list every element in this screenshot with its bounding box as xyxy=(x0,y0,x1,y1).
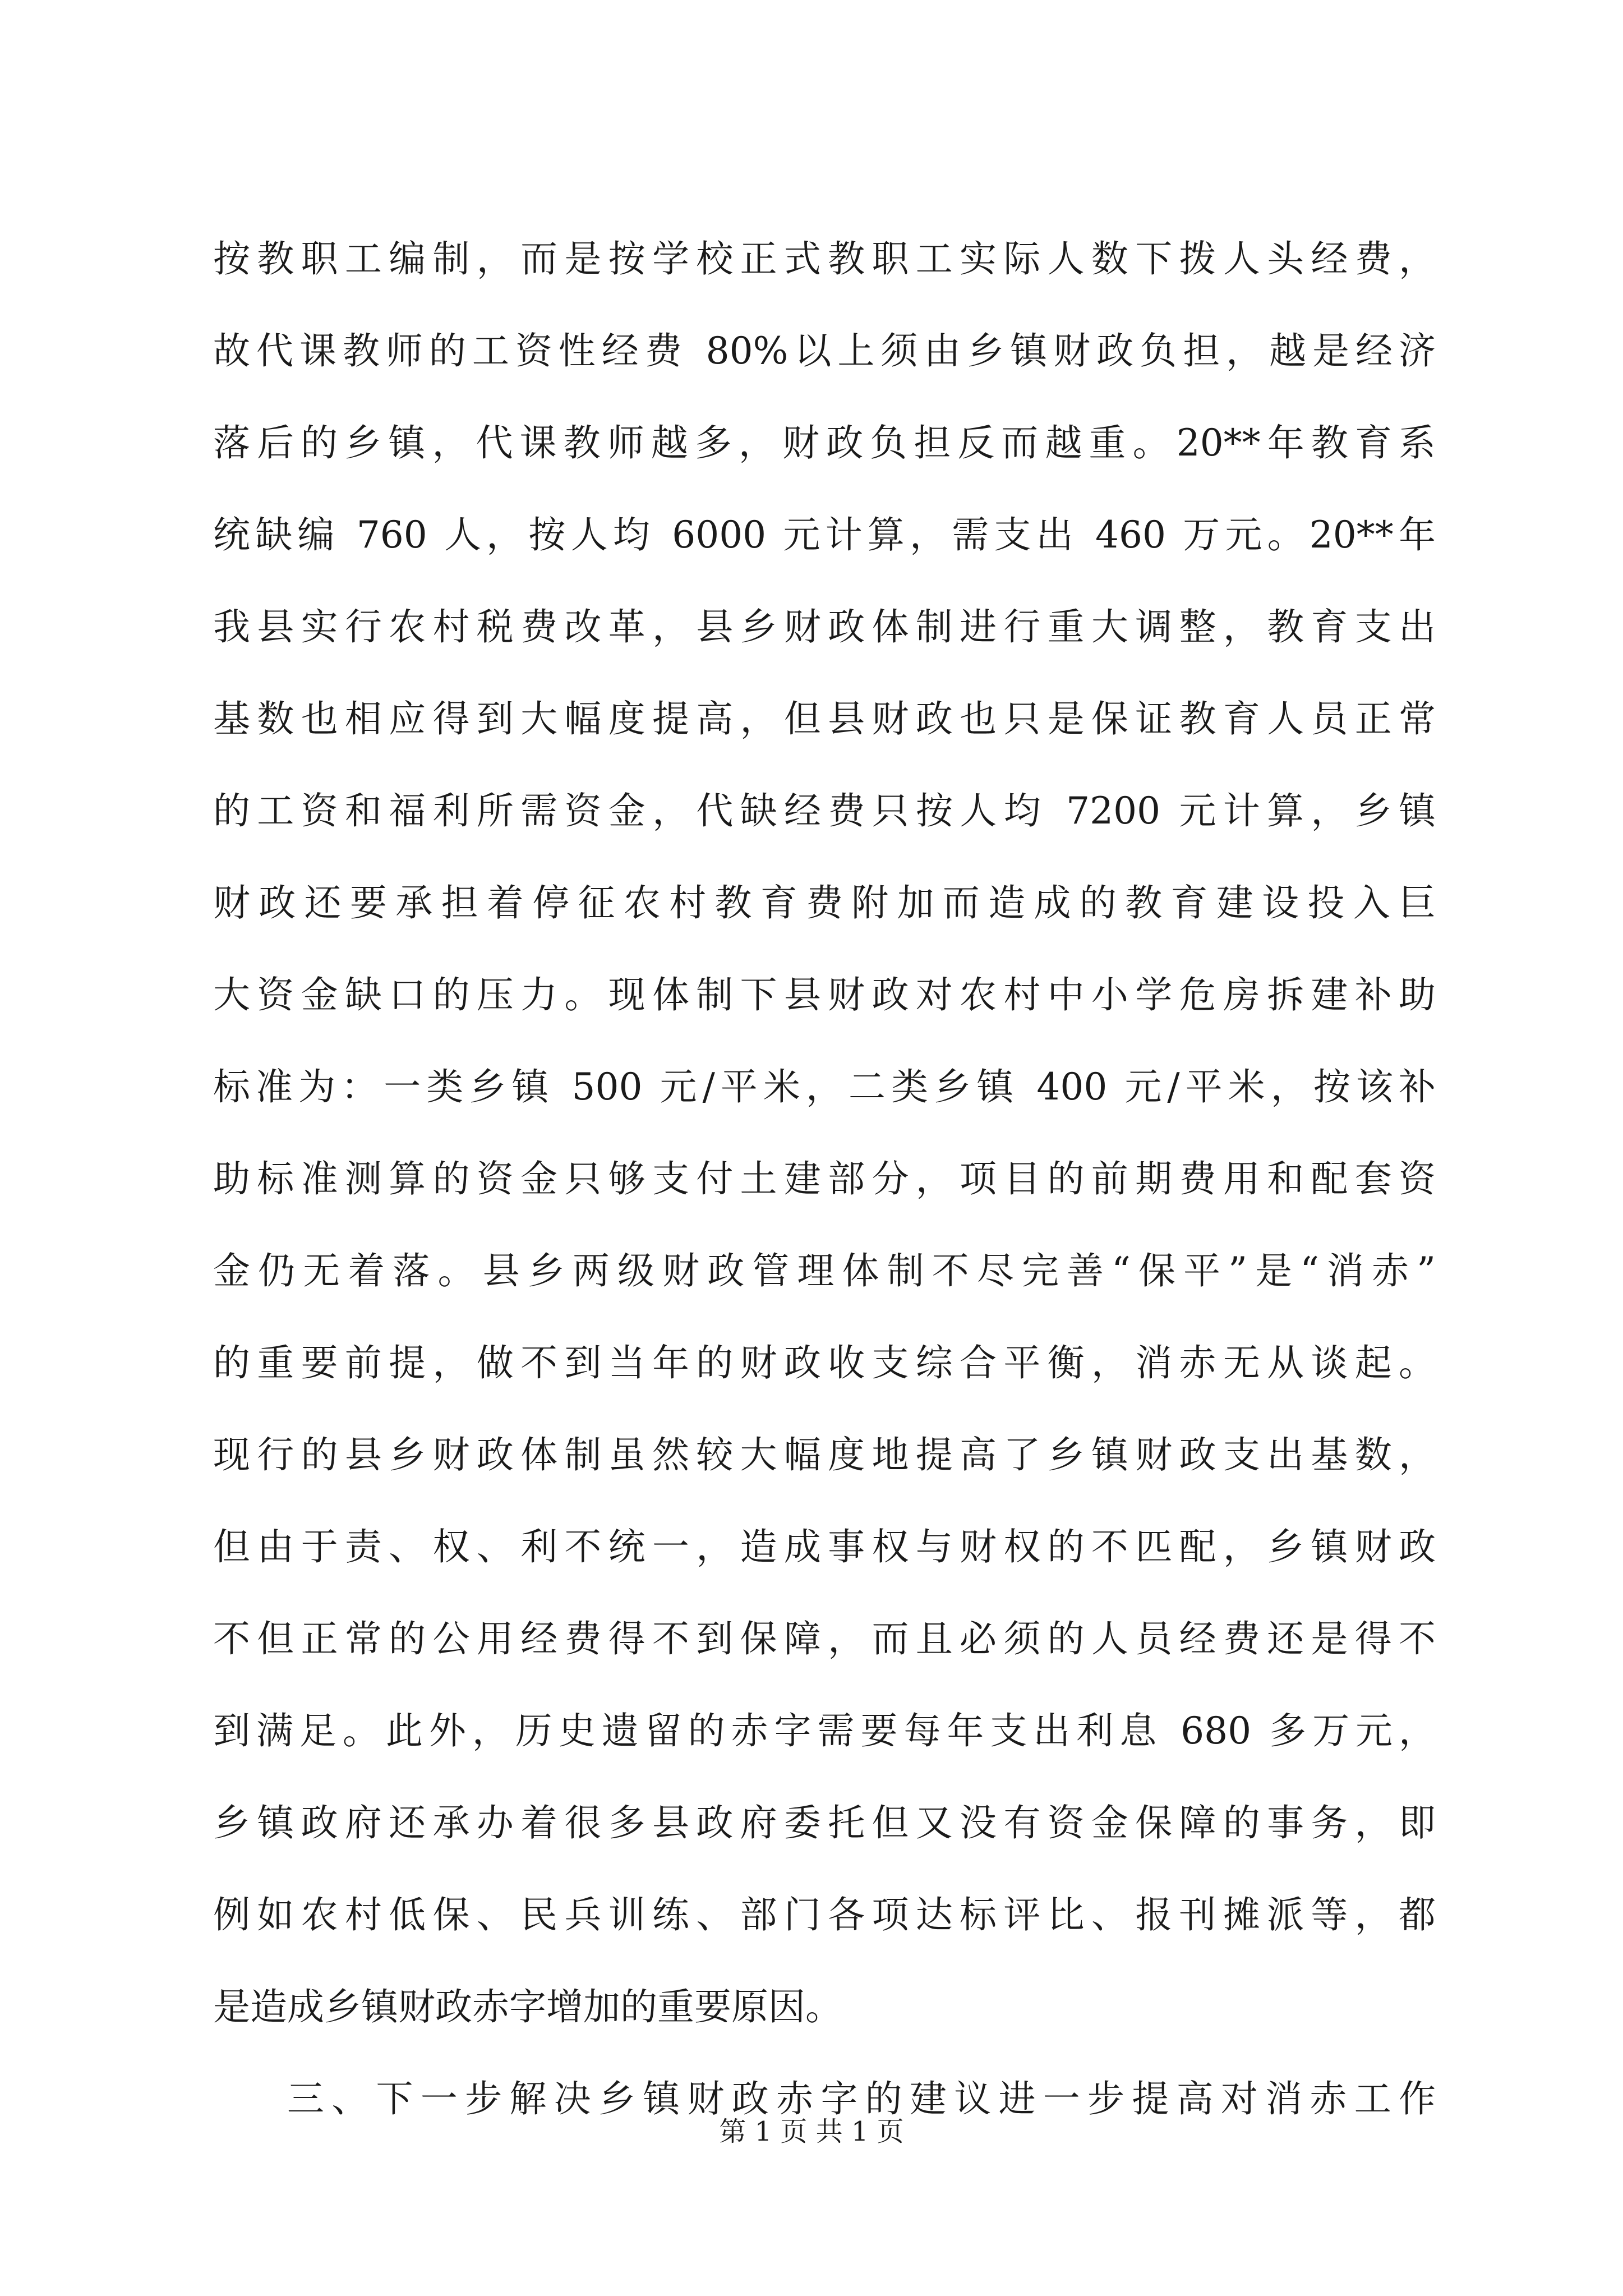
text-line: 金仍无着落。县乡两级财政管理体制不尽完善“保平”是“消赤” xyxy=(213,1249,1436,1292)
text-line: 是造成乡镇财政赤字增加的重要原因。 xyxy=(213,1985,842,2028)
text-line: 我县实行农村税费改革，县乡财政体制进行重大调整，教育支出 xyxy=(213,605,1436,648)
text-line: 统缺编 760 人，按人均 6000 元计算，需支出 460 万元。20**年 xyxy=(213,513,1436,556)
text-line: 的重要前提，做不到当年的财政收支综合平衡，消赤无从谈起。 xyxy=(213,1341,1436,1384)
section-heading-line: 三、下一步解决乡镇财政赤字的建议进一步提高对消赤工作 xyxy=(287,2077,1436,2120)
text-line: 乡镇政府还承办着很多县政府委托但又没有资金保障的事务，即 xyxy=(213,1801,1436,1844)
text-line: 基数也相应得到大幅度提高，但县财政也只是保证教育人员正常 xyxy=(213,697,1436,740)
text-line: 按教职工编制，而是按学校正式教职工实际人数下拨人头经费， xyxy=(213,237,1436,280)
text-line: 助标准测算的资金只够支付土建部分，项目的前期费用和配套资 xyxy=(213,1157,1436,1200)
text-line: 的工资和福利所需资金，代缺经费只按人均 7200 元计算，乡镇 xyxy=(213,789,1436,832)
text-line: 到满足。此外，历史遗留的赤字需要每年支出利息 680 多万元， xyxy=(213,1709,1436,1752)
text-line: 财政还要承担着停征农村教育费附加而造成的教育建设投入巨 xyxy=(213,881,1436,924)
text-line: 但由于责、权、利不统一，造成事权与财权的不匹配，乡镇财政 xyxy=(213,1525,1436,1568)
text-line: 落后的乡镇，代课教师越多，财政负担反而越重。20**年教育系 xyxy=(213,421,1436,464)
text-line: 故代课教师的工资性经费 80%以上须由乡镇财政负担，越是经济 xyxy=(213,329,1436,372)
text-line: 大资金缺口的压力。现体制下县财政对农村中小学危房拆建补助 xyxy=(213,973,1436,1016)
text-line: 例如农村低保、民兵训练、部门各项达标评比、报刊摊派等，都 xyxy=(213,1893,1436,1936)
text-line: 不但正常的公用经费得不到保障，而且必须的人员经费还是得不 xyxy=(213,1617,1436,1660)
page-footer: 第 1 页 共 1 页 xyxy=(719,2116,904,2147)
text-line: 标准为：一类乡镇 500 元/平米，二类乡镇 400 元/平米，按该补 xyxy=(213,1065,1436,1108)
body-text xyxy=(213,213,1436,2145)
text-line: 现行的县乡财政体制虽然较大幅度地提高了乡镇财政支出基数， xyxy=(213,1433,1436,1476)
